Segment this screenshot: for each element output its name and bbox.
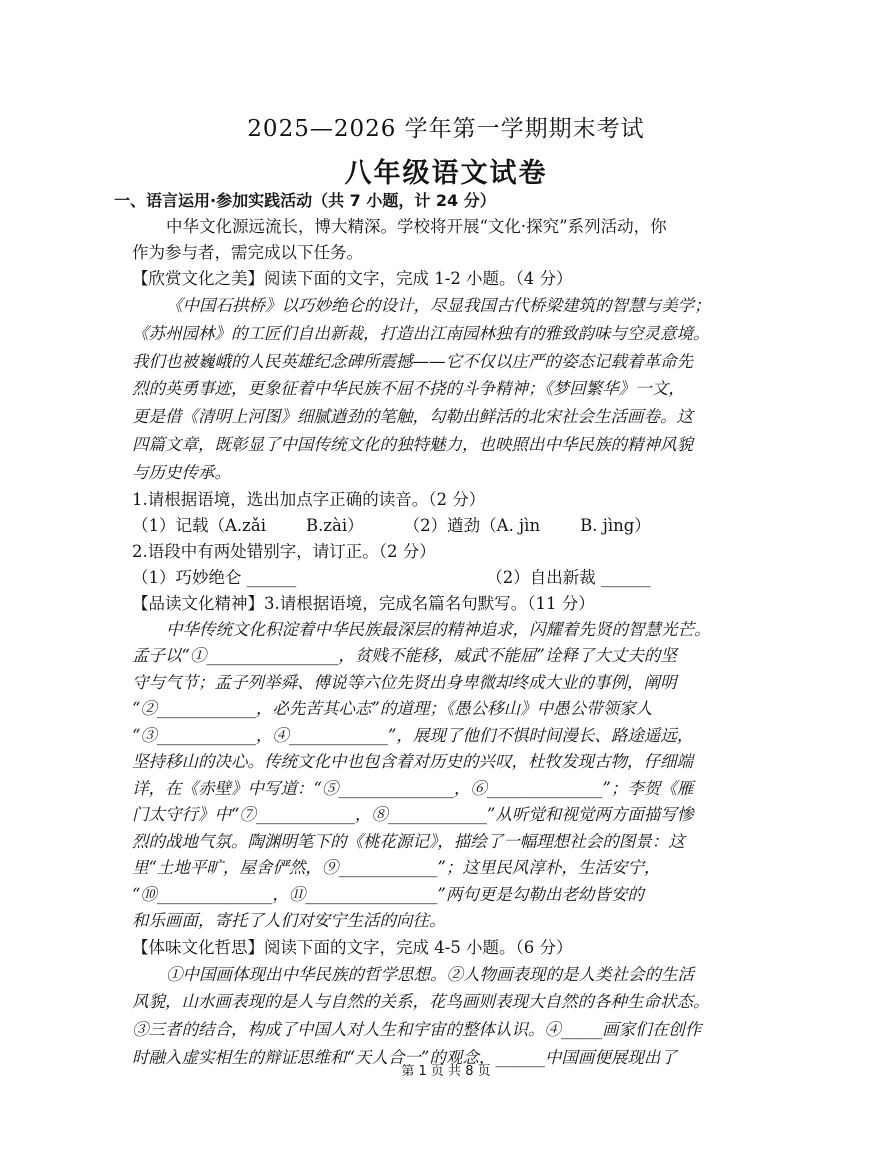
passage-line: 中华传统文化积淀着中华民族最深层的精神追求，闪耀着先贤的智慧光芒。 <box>166 619 711 639</box>
section-heading: 一、语言运用·参加实践活动（共 7 小题，计 24 分） <box>114 191 496 210</box>
passage-line: 四篇文章，既彰显了中国传统文化的独特魅力，也映照出中华民族的精神风貌 <box>132 434 693 454</box>
option-text: （1）记载（A.zǎi <box>132 515 266 535</box>
intro-line: 中华文化源远流长，博大精深。学校将开展“文化·探究”系列活动，你 <box>166 217 667 236</box>
question-stem: 1.请根据语境，选出加点字正确的读音。（2 分） <box>132 489 486 509</box>
passage-line: 守与气节；孟子列举舜、傅说等六位先贤出身卑微却终成大业的事例，阐明 <box>132 672 677 692</box>
option-text: B.zài） <box>305 515 364 535</box>
intro-line: 作为参与者，需完成以下任务。 <box>132 243 363 262</box>
passage-line: 《中国石拱桥》以巧妙绝仑的设计，尽显我国古代桥梁建筑的智慧与美学； <box>166 296 711 315</box>
part-header: 【体味文化哲思】阅读下面的文字，完成 4-5 小题。（6 分） <box>132 937 573 957</box>
passage-line: 门太守行》中“⑦____________，⑧____________”从听觉和视觉两方面描写惨 <box>132 805 694 825</box>
option-text: （2）遒劲（A. jìn <box>403 515 541 535</box>
exam-content <box>114 188 792 1072</box>
passage-line: 我们也被巍峨的人民英雄纪念碑所震撼——它不仅以庄严的姿态记载着革命先 <box>132 351 693 371</box>
exam-paper-title: 八年级语文试卷 <box>344 158 548 189</box>
passage-line: 《苏州园林》的工匠们自出新裁，打造出江南园林独有的雅致韵味与空灵意境。 <box>132 323 710 343</box>
passage-line: ③三者的结合，构成了中国人对人生和宇宙的整体认识。④_____画家们在创作 <box>132 1020 702 1040</box>
passage-line: 里“土地平旷，屋舍俨然，⑨____________”；这里民风淳朴，生活安宁， <box>132 858 661 878</box>
passage-line: “⑩______________，⑪________________”两句更是勾勒出老幼皆安的 <box>132 884 644 904</box>
option-text: B. jìng） <box>580 515 651 535</box>
passage-line: 详，在《赤壁》中写道：“⑤______________，⑥______________”；李贺《雁 <box>132 778 694 798</box>
part-header: 【欣赏文化之美】阅读下面的文字，完成 1-2 小题。（4 分） <box>132 269 573 288</box>
passage-line: ①中国画体现出中华民族的哲学思想。②人物画表现的是人类社会的生活 <box>166 964 694 984</box>
passage-line: 坚持移山的决心。传统文化中也包含着对历史的兴叹，杜牧发现古物，仔细端 <box>132 752 693 772</box>
question-items <box>132 565 792 591</box>
passage-line: “③____________，④____________”，展现了他们不惧时间漫长、路途遥远， <box>132 725 694 745</box>
passage-line: 时融入虚实相生的辩证思维和“天人合一”的观念，______中国画便展现出了 <box>132 1047 677 1067</box>
passage-line: 和乐画面，寄托了人们对安宁生活的向往。 <box>132 911 446 931</box>
correction-item: （2）自出新裁 ______ <box>486 567 651 587</box>
page-number: 第 1 页 共 8 页 <box>401 1064 491 1079</box>
part-header: 【品读文化精神】3.请根据语境，完成名篇名句默写。（11 分） <box>132 593 595 613</box>
passage-line: 烈的英勇事迹，更象征着中华民族不屈不挠的斗争精神；《梦回繁华》一文， <box>132 379 685 399</box>
exam-term-title: 2025—2026 学年第一学期期末考试 <box>247 116 645 142</box>
question-options <box>132 513 792 539</box>
passage-line: 更是借《清明上河图》细腻遒劲的笔触，勾勒出鲜活的北宋社会生活画卷。这 <box>132 407 693 427</box>
passage-line: 与历史传承。 <box>132 462 231 482</box>
passage-line: “②____________，必先苦其心志”的道理；《愚公移山》中愚公带领家人 <box>132 699 653 719</box>
passage-line: 孟子以“①________________，贫贱不能移，威武不能屈”诠释了大丈夫的坚 <box>132 646 677 666</box>
passage-line: 风貌，山水画表现的是人与自然的关系，花鸟画则表现大自然的各种生命状态。 <box>132 992 710 1012</box>
passage-line: 烈的战地气氛。陶渊明笔下的《桃花源记》，描绘了一幅理想社会的图景：这 <box>132 831 685 851</box>
correction-item: （1）巧妙绝仑 ______ <box>132 567 297 587</box>
question-stem: 2.语段中有两处错别字，请订正。（2 分） <box>132 541 436 561</box>
